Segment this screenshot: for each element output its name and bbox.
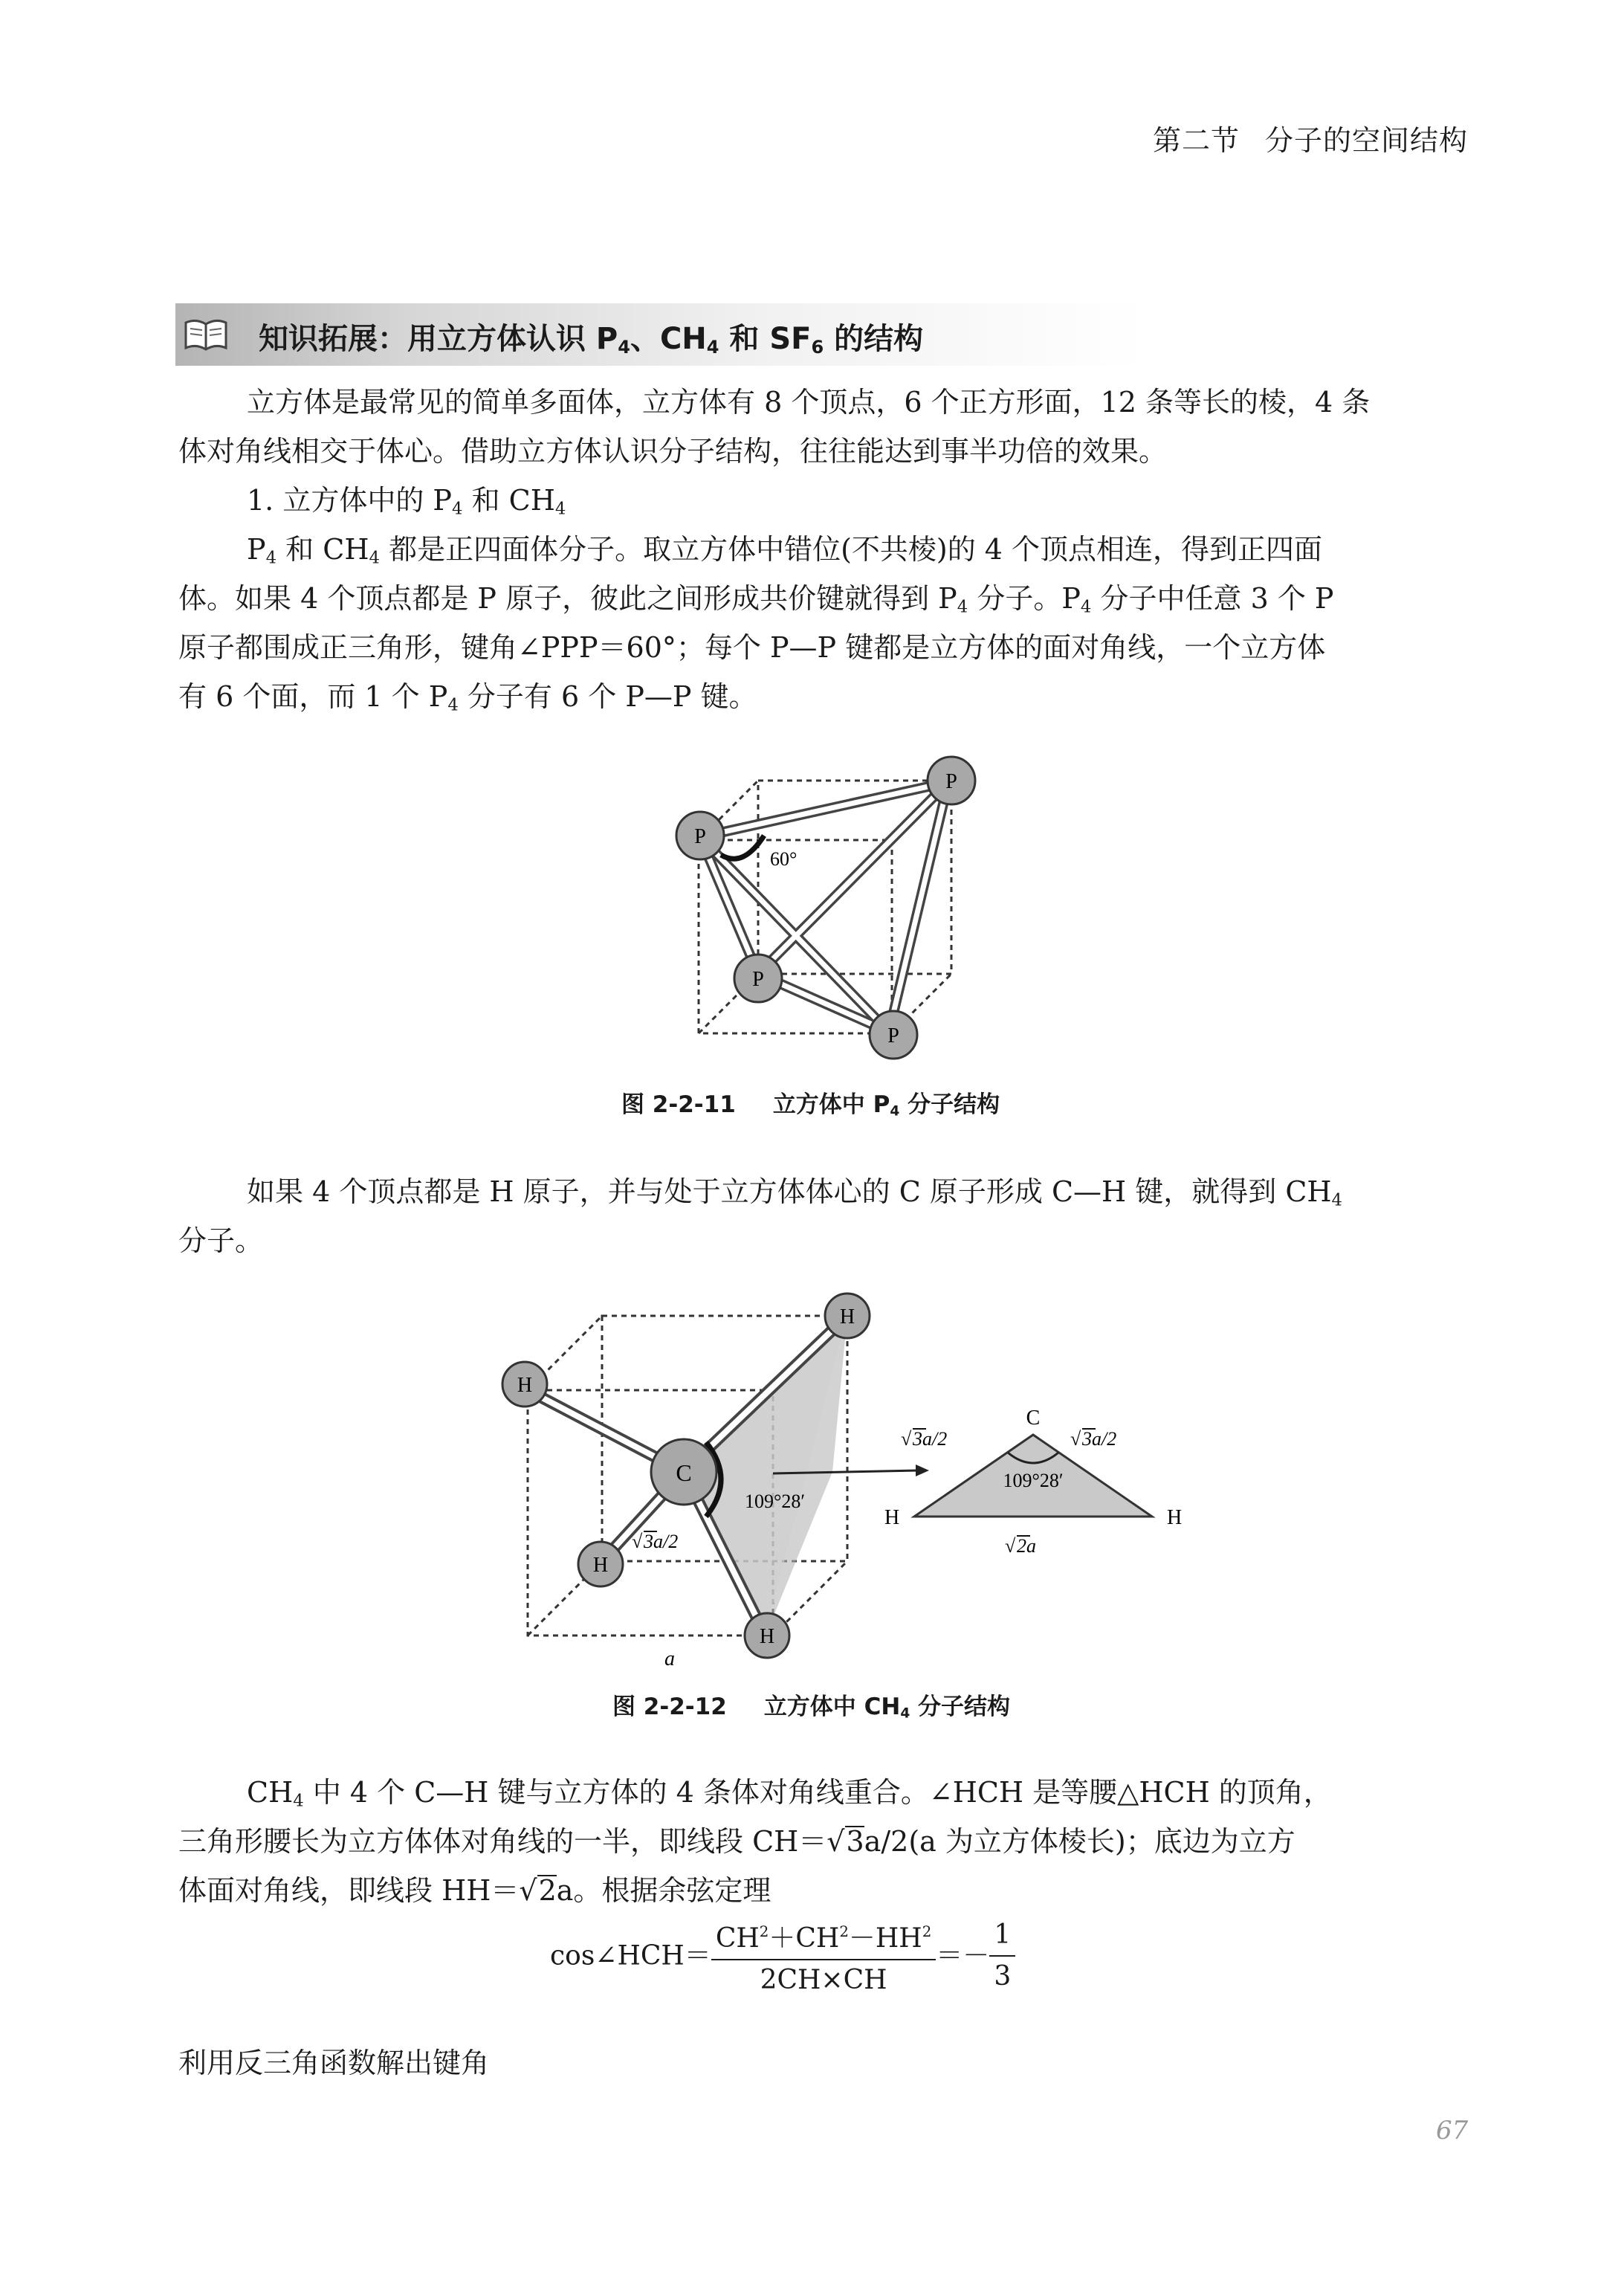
svg-text:H: H	[759, 1625, 775, 1648]
open-book-icon	[181, 309, 230, 358]
half-diagonal-label-cube	[632, 1531, 678, 1552]
svg-text:√: √	[901, 1428, 912, 1450]
header-title: 分子的空间结构	[1264, 124, 1468, 157]
svg-text:P: P	[945, 770, 957, 793]
atom-h-3	[578, 1542, 623, 1586]
intro-line-1: 立方体是最常见的简单多面体，立方体有 8 个顶点，6 个正方形面，12 条等长的棱，4 条	[247, 386, 1371, 419]
header-section: 第二节	[1152, 124, 1240, 157]
edge-label-a: a	[664, 1647, 675, 1670]
atom-h-1	[502, 1362, 547, 1407]
p4-cube-figure	[654, 743, 996, 1071]
svg-text:H: H	[592, 1554, 609, 1577]
figure-caption-2-2-12: 图 2-2-12 立方体中 $CH_4$ 分子结构	[612, 1693, 1011, 1722]
atom-c	[651, 1439, 716, 1505]
final-paragraph-line-3: 体面对角线，即线段 HH＝√2a。根据余弦定理	[178, 1874, 771, 1907]
half-diagonal-label-right	[1070, 1428, 1116, 1450]
ch4-paragraph-line-2: 分子。	[178, 1224, 264, 1257]
section-heading: 1. 立方体中的 $P_4$ 和 $CH_4$	[247, 484, 566, 519]
atom-p-4	[870, 1011, 917, 1059]
triangle-h-left-label: H	[884, 1506, 900, 1529]
angle-60-label: 60°	[770, 848, 798, 870]
atom-p-1	[676, 812, 724, 859]
knowledge-extension-title: 知识拓展：用立方体认识 $P_4$、$CH_4$ 和 $SF_6$ 的结构	[259, 322, 924, 358]
svg-text:3a/2: 3a/2	[1082, 1428, 1117, 1450]
svg-text:H: H	[839, 1305, 855, 1328]
svg-text:3a/2: 3a/2	[913, 1428, 948, 1450]
svg-text:√: √	[632, 1531, 643, 1552]
angle-label-cube: 109°28′	[745, 1491, 806, 1512]
svg-text:√: √	[1005, 1535, 1016, 1557]
svg-text:P: P	[752, 968, 764, 991]
cosine-formula: cos∠HCH＝ $\frac{CH^2+CH^2-HH^2}{2CH\times CH}$ ＝－ $\frac{1}{3}$	[550, 1915, 1015, 1998]
svg-text:√: √	[1070, 1428, 1081, 1450]
intro-line-2: 体对角线相交于体心。借助立方体认识分子结构，往往能达到事半功倍的效果。	[178, 435, 1168, 468]
svg-text:P: P	[694, 825, 706, 848]
page-number: 67	[1436, 2116, 1469, 2145]
face-diagonal-label	[1005, 1535, 1036, 1557]
figure-caption-2-2-11: 图 2-2-11 立方体中 $P_4$ 分子结构	[621, 1091, 1000, 1120]
p4-paragraph-line-1: $P_4$ 和 $CH_4$ 都是正四面体分子。取立方体中错位(不共棱)的 4 个顶点相连，得到正四面	[247, 533, 1323, 568]
triangle-h-right-label: H	[1167, 1506, 1183, 1529]
svg-text:C: C	[676, 1459, 692, 1486]
atom-h-2	[825, 1294, 870, 1338]
p4-paragraph-line-3: 原子都围成正三角形，键角∠PPP＝60°；每个 P—P 键都是立方体的面对角线，一个立方体	[178, 631, 1326, 664]
angle-label-triangle: 109°28′	[1003, 1470, 1064, 1491]
running-header	[1153, 117, 1468, 158]
triangle-c-label: C	[1026, 1407, 1041, 1430]
final-paragraph-line-2: 三角形腰长为立方体体对角线的一半，即线段 CH＝√3a/2(a 为立方体棱长)；底边为立方	[178, 1825, 1295, 1858]
atom-p-2	[928, 757, 975, 804]
p4-paragraph-line-2: 体。如果 4 个顶点都是 P 原子，彼此之间形成共价键就得到 $P_4$ 分子。$P_4$ 分子中任意 3 个 P	[178, 582, 1334, 617]
half-diagonal-label-left	[901, 1428, 947, 1450]
ch4-cube-figure	[483, 1286, 1211, 1673]
svg-text:3a/2: 3a/2	[644, 1531, 679, 1552]
p4-paragraph-line-4: 有 6 个面，而 1 个 $P_4$ 分子有 6 个 P—P 键。	[178, 680, 757, 715]
ch4-paragraph-line-1: 如果 4 个顶点都是 H 原子，并与处于立方体体心的 C 原子形成 C—H 键，就得到 $CH_4$	[247, 1175, 1343, 1210]
final-paragraph-line-1: $CH_4$ 中 4 个 C—H 键与立方体的 4 条体对角线重合。∠HCH 是等腰△HCH 的顶角，	[247, 1776, 1332, 1811]
svg-text:H: H	[517, 1374, 533, 1397]
atom-p-3	[734, 955, 782, 1002]
final-paragraph-line-4: 利用反三角函数解出键角	[178, 2047, 490, 2079]
atom-h-4	[745, 1613, 789, 1658]
svg-text:2a: 2a	[1017, 1535, 1036, 1557]
svg-text:P: P	[887, 1024, 899, 1047]
